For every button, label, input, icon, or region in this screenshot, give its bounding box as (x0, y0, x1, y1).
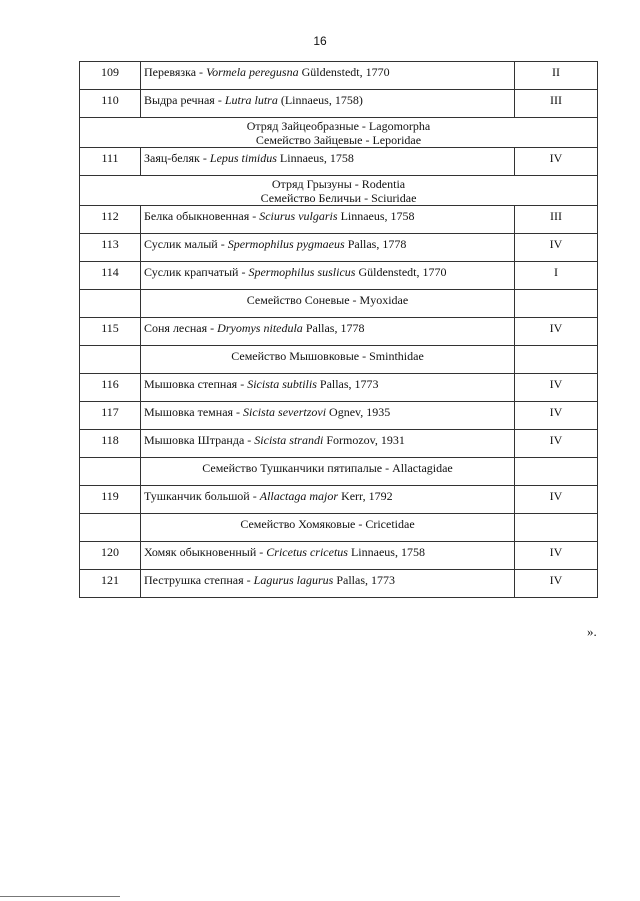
family-header (141, 514, 515, 542)
category-text: IV (549, 573, 563, 587)
family-header-row (80, 290, 598, 318)
row-number (80, 148, 141, 176)
row-number-text: 114 (101, 265, 119, 279)
category (515, 486, 598, 514)
species-row (80, 318, 598, 346)
species-latin-name: Lepus timidus (209, 151, 277, 165)
category-text: III (550, 93, 562, 107)
species-author: Pallas, 1778 (344, 237, 407, 251)
category (515, 206, 598, 234)
empty-cell (515, 290, 598, 318)
category (515, 318, 598, 346)
category-text: IV (549, 237, 563, 251)
row-number (80, 542, 141, 570)
row-number (80, 402, 141, 430)
closing-quote: ». (587, 624, 597, 639)
species-author: Linnaeus, 1758 (276, 151, 354, 165)
species-russian-name: Заяц-беляк - (144, 151, 210, 165)
species-latin-name: Allactaga major (259, 489, 339, 503)
row-number (80, 430, 141, 458)
species-row (80, 90, 598, 118)
species-latin-name: Sciurus vulgaris (259, 209, 338, 223)
species-latin-name: Sicista strandi (254, 433, 324, 447)
species-row (80, 148, 598, 176)
page-number: 16 (313, 34, 327, 48)
category-text: IV (549, 489, 563, 503)
species-name (141, 402, 515, 430)
species-russian-name: Суслик малый - (144, 237, 228, 251)
species-table-body (80, 62, 598, 598)
empty-cell (80, 514, 141, 542)
species-row (80, 234, 598, 262)
family-label: Семейство Соневые - Myoxidae (246, 293, 409, 307)
species-author: Formozov, 1931 (323, 433, 405, 447)
species-name (141, 234, 515, 262)
category (515, 62, 598, 90)
species-author: Pallas, 1773 (333, 573, 396, 587)
category-text: IV (549, 405, 563, 419)
row-number (80, 262, 141, 290)
category-text: IV (549, 377, 563, 391)
species-russian-name: Белка обыкновенная - (144, 209, 260, 223)
bottom-rule (0, 896, 120, 897)
row-number-text: 112 (101, 209, 119, 223)
header-line: Отряд Грызуны - Rodentia (271, 177, 406, 191)
empty-cell (80, 458, 141, 486)
row-number (80, 318, 141, 346)
species-latin-name: Cricetus cricetus (266, 545, 348, 559)
species-latin-name: Dryomys nitedula (217, 321, 303, 335)
species-latin-name: Lagurus lagurus (253, 573, 334, 587)
family-header-row (80, 458, 598, 486)
category-text: I (554, 265, 558, 279)
row-number-text: 117 (101, 405, 119, 419)
species-russian-name: Соня лесная - (144, 321, 218, 335)
category-text: IV (549, 433, 563, 447)
family-label: Семейство Хомяковые - Cricetidae (240, 517, 415, 531)
row-number-text: 120 (101, 545, 119, 559)
header-line: Семейство Беличьи - Sciuridae (260, 191, 417, 205)
species-latin-name: Lutra lutra (224, 93, 278, 107)
row-number-text: 118 (101, 433, 119, 447)
species-russian-name: Выдра речная - (144, 93, 225, 107)
species-russian-name: Перевязка - (144, 65, 207, 79)
category (515, 374, 598, 402)
family-header (141, 458, 515, 486)
order-family-header-row (80, 176, 598, 206)
species-latin-name: Vormela peregusna (206, 65, 299, 79)
category-text: II (552, 65, 560, 79)
species-row (80, 542, 598, 570)
species-name (141, 430, 515, 458)
species-row (80, 262, 598, 290)
empty-cell (515, 514, 598, 542)
species-latin-name: Spermophilus pygmaeus (227, 237, 345, 251)
order-family-header (80, 118, 598, 148)
category-text: IV (549, 545, 563, 559)
species-russian-name: Пеструшка степная - (144, 573, 254, 587)
family-header (141, 290, 515, 318)
species-row (80, 62, 598, 90)
empty-cell (515, 458, 598, 486)
family-label: Семейство Мышовковые - Sminthidae (231, 349, 424, 363)
species-russian-name: Мышовка темная - (144, 405, 244, 419)
species-author: Güldenstedt, 1770 (298, 65, 390, 79)
species-row (80, 374, 598, 402)
category (515, 402, 598, 430)
category-text: IV (549, 321, 563, 335)
species-name (141, 374, 515, 402)
species-name (141, 62, 515, 90)
species-author: Kerr, 1792 (338, 489, 393, 503)
species-russian-name: Хомяк обыкновенный - (144, 545, 267, 559)
species-author: Ognev, 1935 (326, 405, 391, 419)
row-number-text: 115 (101, 321, 119, 335)
species-name (141, 486, 515, 514)
species-table (79, 61, 598, 598)
species-author: Güldenstedt, 1770 (355, 265, 447, 279)
family-label: Семейство Тушканчики пятипалые - Allactagidae (202, 461, 453, 475)
family-header (141, 346, 515, 374)
category (515, 234, 598, 262)
row-number-text: 109 (101, 65, 119, 79)
species-name (141, 542, 515, 570)
empty-cell (80, 346, 141, 374)
species-author: Linnaeus, 1758 (347, 545, 425, 559)
category (515, 430, 598, 458)
order-family-header (80, 176, 598, 206)
species-row (80, 570, 598, 598)
row-number-text: 111 (101, 151, 119, 165)
row-number-text: 121 (101, 573, 119, 587)
category (515, 570, 598, 598)
species-russian-name: Мышовка степная - (144, 377, 248, 391)
header-line: Отряд Зайцеобразные - Lagomorpha (246, 119, 431, 133)
row-number-text: 116 (101, 377, 119, 391)
row-number-text: 110 (101, 93, 119, 107)
species-row (80, 486, 598, 514)
row-number (80, 486, 141, 514)
species-russian-name: Мышовка Штранда - (144, 433, 255, 447)
row-number (80, 62, 141, 90)
species-name (141, 148, 515, 176)
family-header-row (80, 346, 598, 374)
header-line: Семейство Зайцевые - Leporidae (255, 133, 422, 147)
family-header-row (80, 514, 598, 542)
species-author: Pallas, 1773 (316, 377, 379, 391)
species-name (141, 206, 515, 234)
row-number (80, 234, 141, 262)
row-number (80, 90, 141, 118)
empty-cell (80, 290, 141, 318)
row-number (80, 206, 141, 234)
species-name (141, 262, 515, 290)
category (515, 90, 598, 118)
row-number-text: 119 (101, 489, 119, 503)
species-name (141, 570, 515, 598)
species-name (141, 90, 515, 118)
empty-cell (515, 346, 598, 374)
species-row (80, 206, 598, 234)
species-author: Pallas, 1778 (302, 321, 365, 335)
category (515, 262, 598, 290)
row-number-text: 113 (101, 237, 119, 251)
category-text: IV (549, 151, 563, 165)
category (515, 542, 598, 570)
species-russian-name: Тушканчик большой - (144, 489, 260, 503)
species-latin-name: Sicista subtilis (247, 377, 317, 391)
species-row (80, 402, 598, 430)
species-name (141, 318, 515, 346)
species-russian-name: Суслик крапчатый - (144, 265, 249, 279)
order-family-header-row (80, 118, 598, 148)
row-number (80, 374, 141, 402)
category (515, 148, 598, 176)
species-author: (Linnaeus, 1758) (277, 93, 363, 107)
species-latin-name: Spermophilus suslicus (248, 265, 356, 279)
species-row (80, 430, 598, 458)
category-text: III (550, 209, 562, 223)
row-number (80, 570, 141, 598)
species-author: Linnaeus, 1758 (337, 209, 415, 223)
species-latin-name: Sicista severtzovi (243, 405, 327, 419)
